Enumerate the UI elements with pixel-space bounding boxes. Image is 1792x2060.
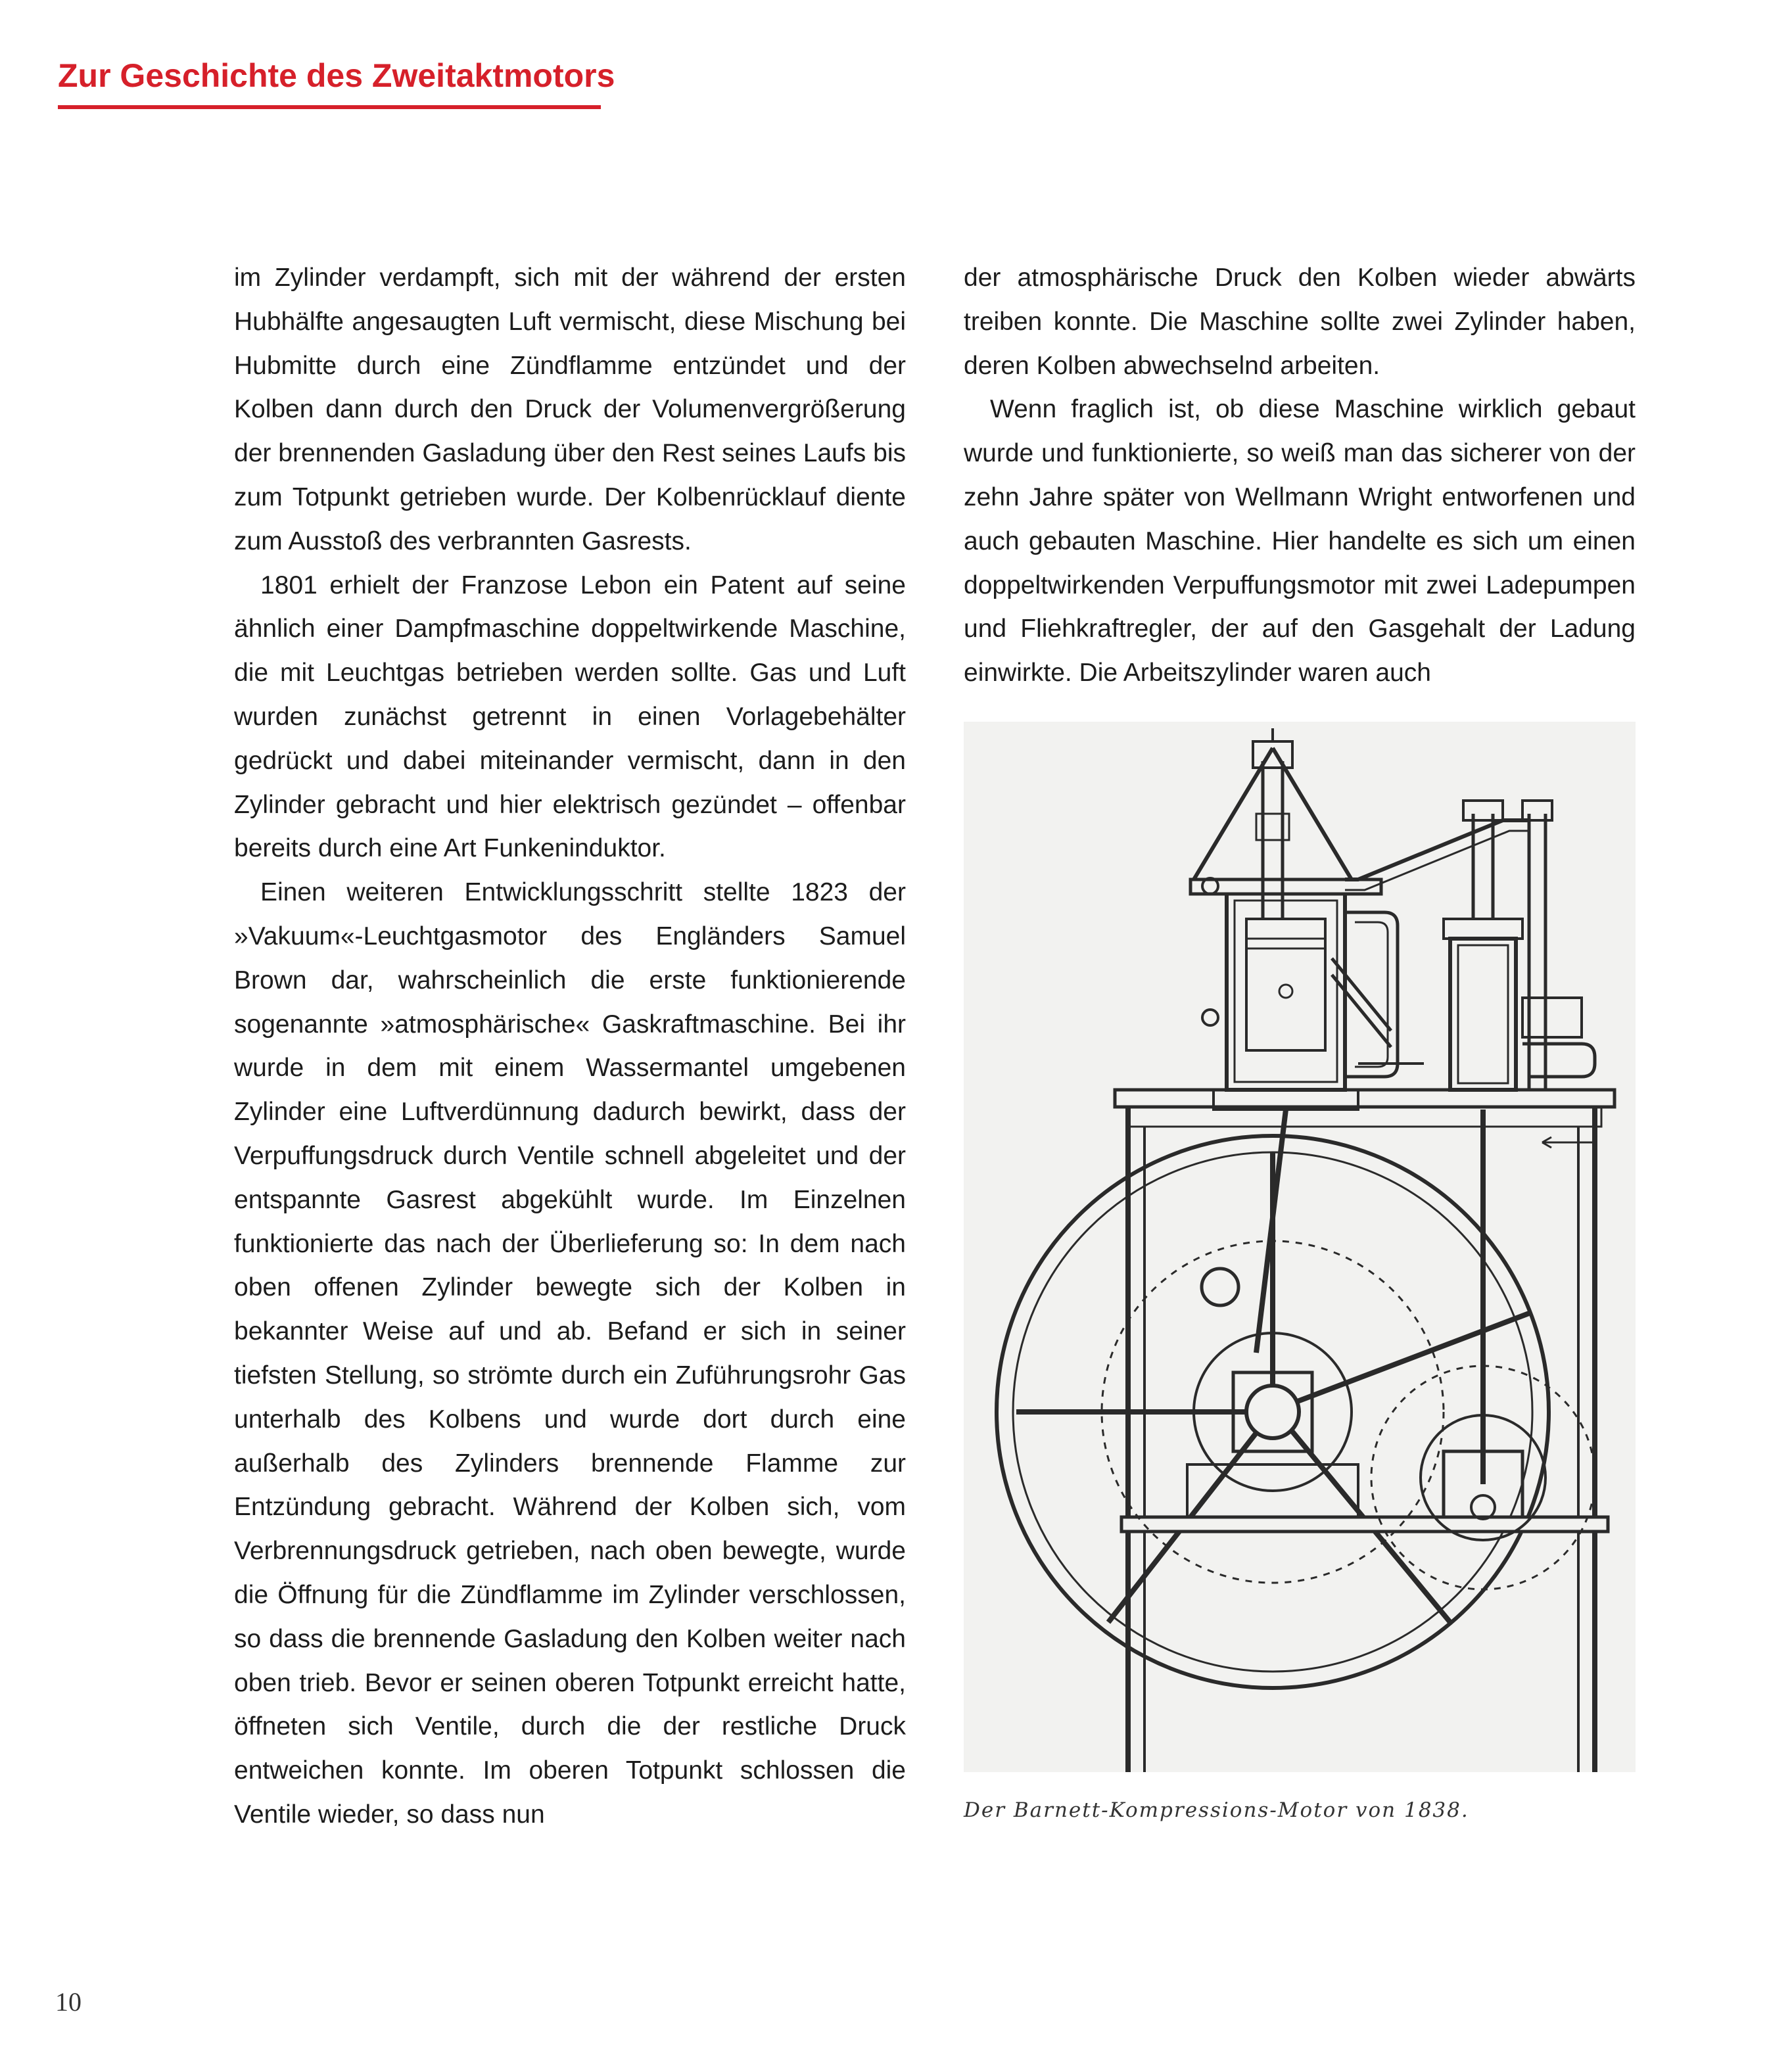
paragraph-right-1: der atmosphärische Druck den Kolben wieder abwärts treiben konnte. Die Maschine sollte zwei Zylinder haben, deren Kolben abwechselnd arbeiten. — [964, 264, 1636, 380]
figure-engine-illustration — [964, 722, 1636, 1772]
text-column-left — [234, 256, 906, 1837]
engine-drawing-icon — [964, 722, 1636, 1772]
paragraph-left-3: Einen weiteren Entwicklungsschritt stellte 1823 der »Vakuum«-Leuchtgasmotor des Engländers Samuel Brown dar, wahrscheinlich die erste funktionierende sogenannte »atmosphärische« Gaskraftmaschine. Bei ihr wurde in dem mit einem Wassermantel umgebenen Zylinder eine Luftverdünnung dadurch bewirkt, dass der Verpuffungsdruck durch Ventile schnell abgeleitet und der entspannte Gasrest abgekühlt wurde. Im Einzelnen funktionierte das nach der Überlieferung so: In dem nach oben offenen Zylinder bewegte sich der Kolben in bekannter Weise auf und ab. Befand er sich in seiner tiefsten Stellung, so strömte durch ein Zuführungsrohr Gas unterhalb des Kolbens und wurde dort durch eine außerhalb des Zylinders brennende Flamme zur Entzündung gebracht. Während der Kolben sich, vom Verbrennungsdruck getrieben, nach oben bewegte, wurde die Öffnung für die Zündflamme im Zylinder verschlossen, so dass die brennende Gasladung den Kolben weiter nach oben trieb. Bevor er seinen oberen Totpunkt erreicht hatte, öffneten sich Ventile, durch die der restliche Druck entweichen konnte. Im oberen Totpunkt schlossen die Ventile wieder, so dass nun — [234, 878, 906, 1829]
paragraph-right-2: Wenn fraglich ist, ob diese Maschine wirklich gebaut wurde und funktionierte, so weiß man das sicherer von der zehn Jahre später von Wellmann Wright entworfenen und auch gebauten Maschine. Hier handelte es sich um einen doppeltwirkenden Verpuffungsmotor mit zwei Ladepumpen und Fliehkraftregler, der auf den Gasgehalt der Ladung einwirkte. Die Arbeitszylinder waren auch — [964, 395, 1636, 688]
paragraph-left-2: 1801 erhielt der Franzose Lebon ein Patent auf seine ähnlich einer Dampfmaschine doppeltwirkende Maschine, die mit Leuchtgas betrieben werden sollte. Gas und Luft wurden zunächst getrennt in einen Vorlagebehälter gedrückt und dabei miteinander vermischt, dann in den Zylinder gebracht und hier elektrisch gezündet – offenbar bereits durch eine Art Funkeninduktor. — [234, 571, 906, 863]
text-column-right — [964, 256, 1636, 695]
figure-caption: Der Barnett-Kompressions-Motor von 1838. — [964, 1798, 1469, 1822]
page-header-title: Zur Geschichte des Zweitaktmotors — [58, 57, 615, 94]
paragraph-left-1: im Zylinder verdampft, sich mit der während der ersten Hubhälfte angesaugten Luft vermischt, diese Mischung bei Hubmitte durch eine Zündflamme entzündet und der Kolben dann durch den Druck der Volumenvergrößerung der brennenden Gasladung über den Rest seines Laufs bis zum Totpunkt getrieben wurde. Der Kolbenrücklauf diente zum Ausstoß des verbrannten Gasrests. — [234, 264, 906, 555]
page-header-rule — [58, 105, 601, 109]
page-number: 10 — [55, 1987, 82, 2017]
